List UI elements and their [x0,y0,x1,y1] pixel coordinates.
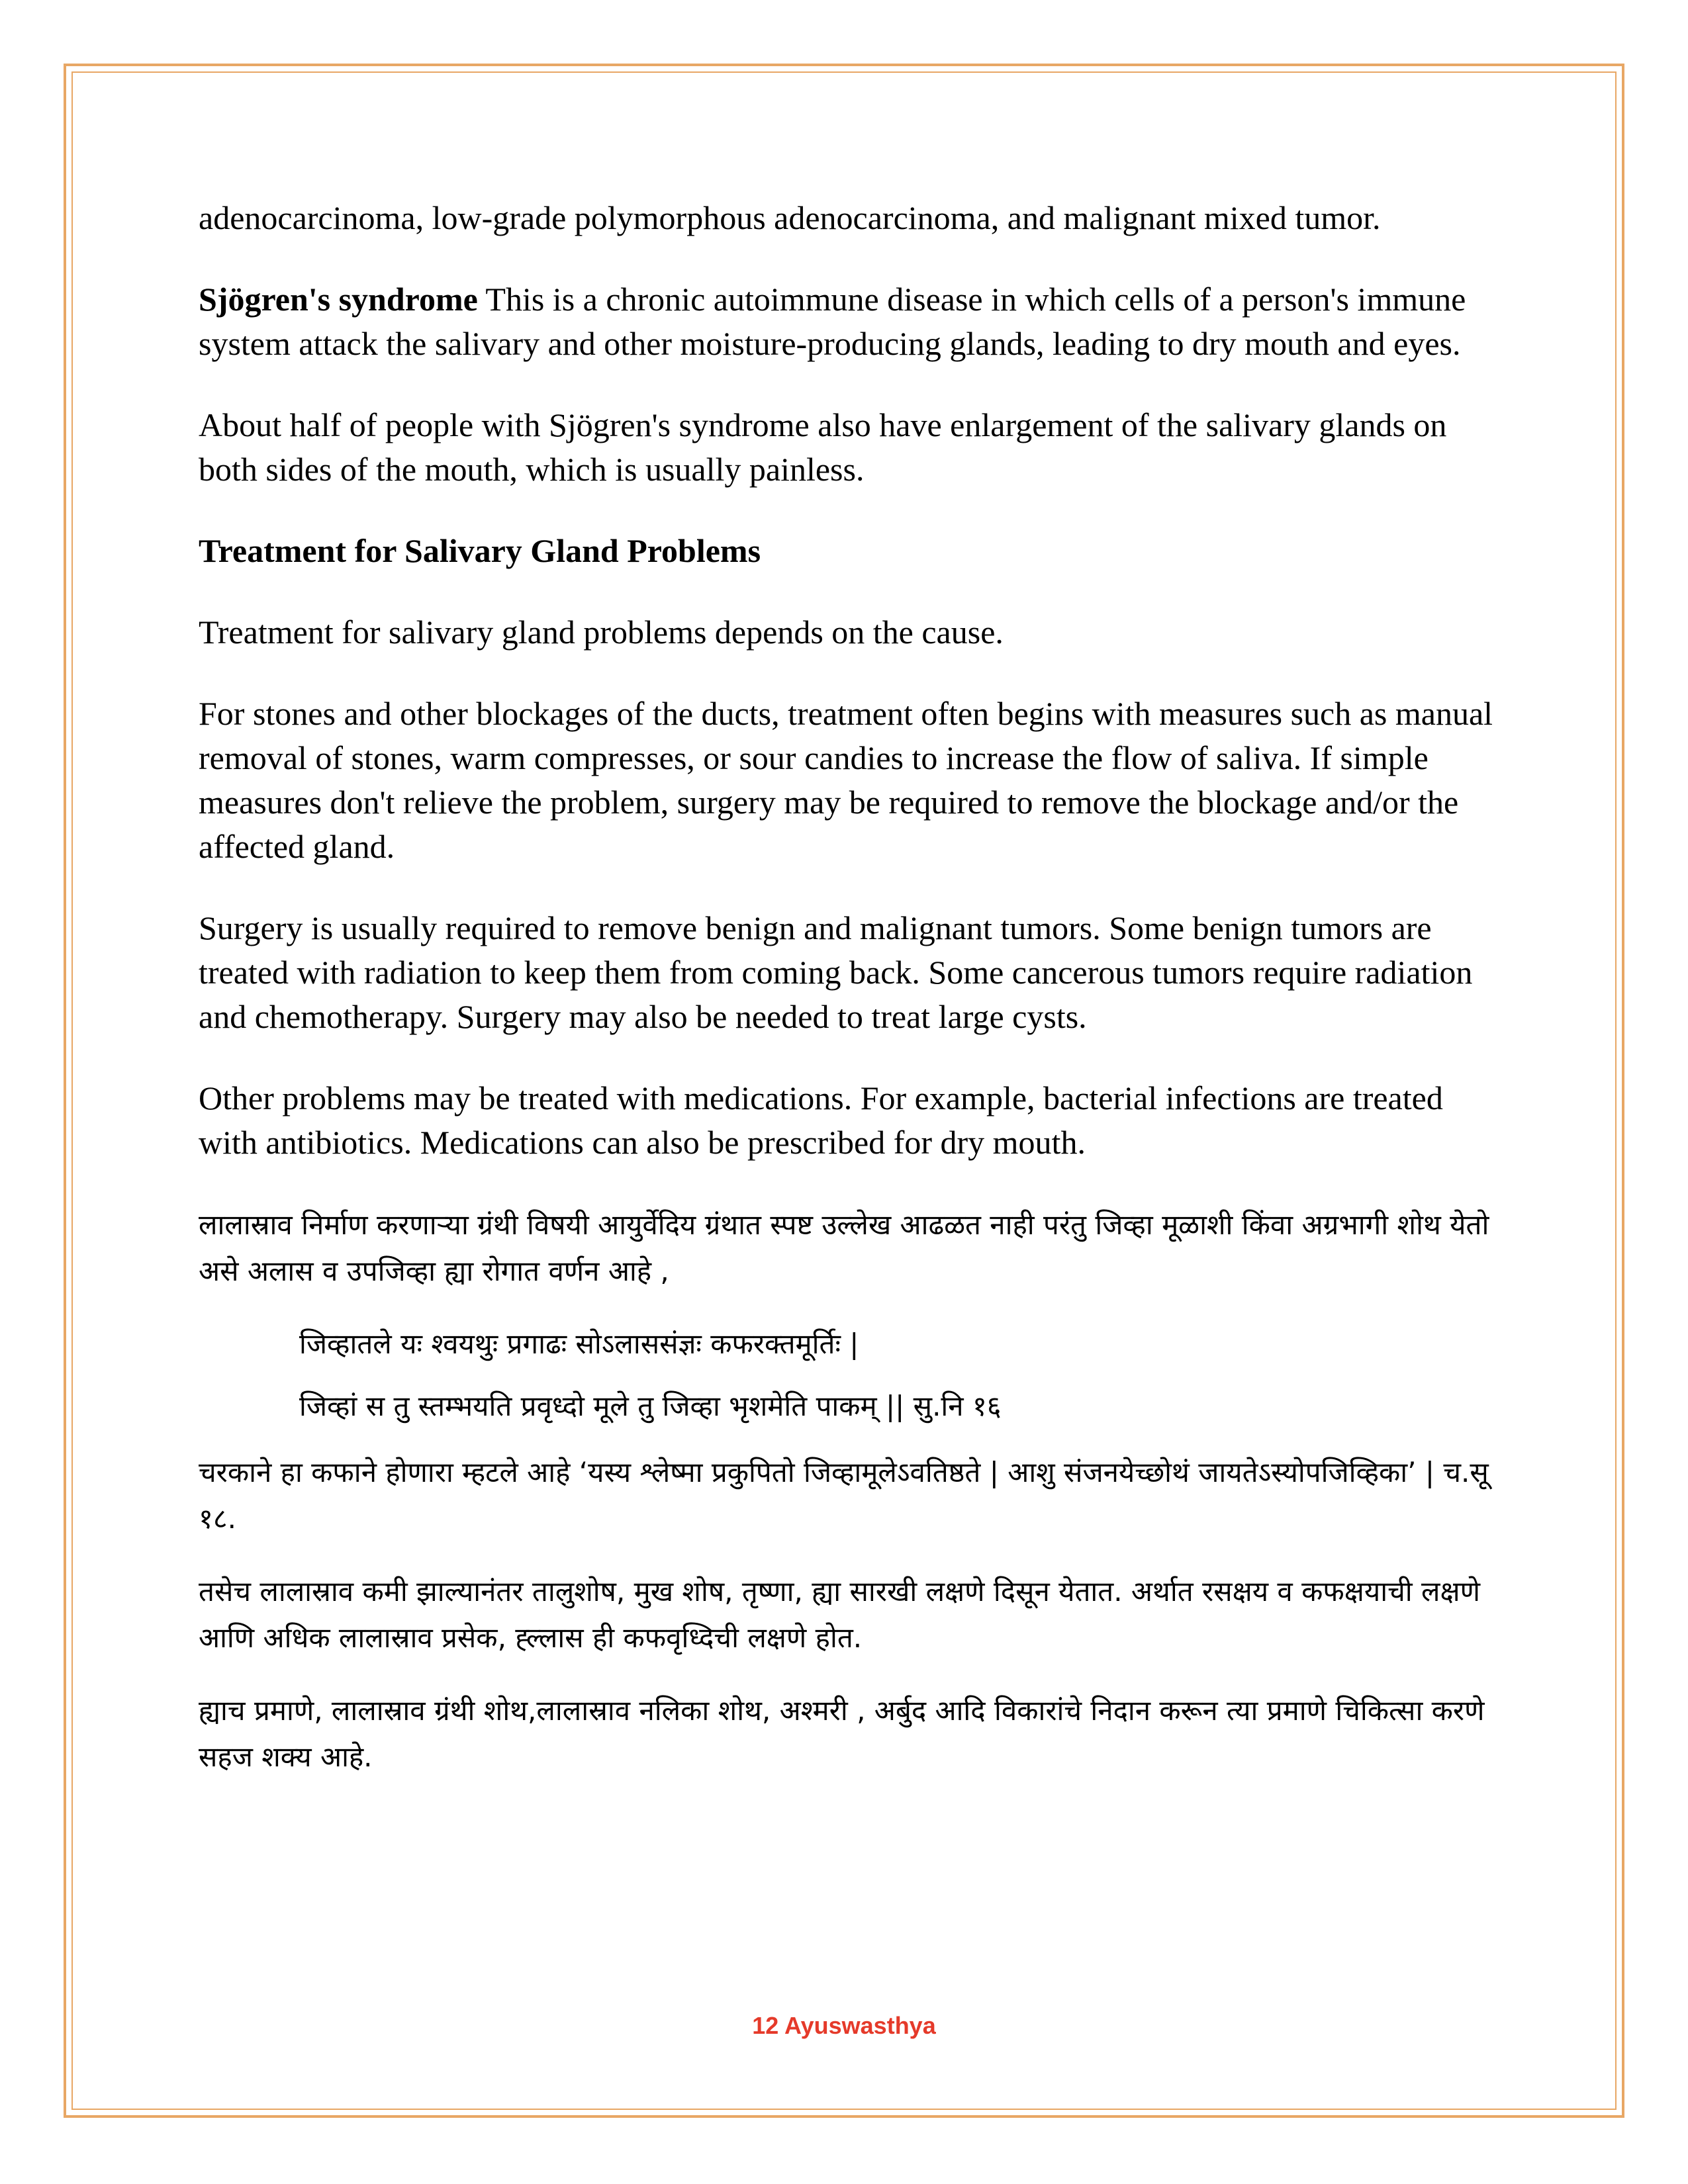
paragraph-medications: Other problems may be treated with medications. For example, bacterial infections are treated with antibiotics. Medications can also be prescribed for dry mouth. [199,1079,1443,1161]
term-sjogrens-syndrome: Sjögren's syndrome [199,281,478,318]
sanskrit-verse-block [199,1321,1496,1430]
paragraph-marathi-intro: लालास्राव निर्माण करणाऱ्या ग्रंथी विषयी आयुर्वेदिय ग्रंथात स्पष्ट उल्लेख आढळत नाही परंतु जिव्हा मूळाशी किंवा अग्रभागी शोथ येतो असे अलास व उपजिव्हा ह्या रोगात वर्णन आहे , [199,1208,1489,1287]
paragraph-enlargement: About half of people with Sjögren's syndrome also have enlargement of the salivary glands on both sides of the mouth, which is usually painless. [199,406,1447,488]
paragraph-marathi-diagnosis: ह्याच प्रमाणे, लालास्राव ग्रंथी शोथ,लालास्राव नलिका शोथ, अश्मरी , अर्बुद आदि विकारांचे निदान करून त्या प्रमाणे चिकित्सा करणे सहज शक्य आहे. [199,1694,1485,1773]
paragraph-adenocarcinoma: adenocarcinoma, low-grade polymorphous adenocarcinoma, and malignant mixed tumor. [199,199,1381,236]
paragraph-treatment-cause: Treatment for salivary gland problems depends on the cause. [199,614,1004,651]
paragraph-stones-blockages: For stones and other blockages of the ducts, treatment often begins with measures such as manual removal of stones, warm compresses, or sour candies to increase the flow of saliva. If simple measures don't relieve the problem, surgery may be required to remove the blockage and/or the affected gland. [199,695,1493,865]
paragraph-marathi-charaka: चरकाने हा कफाने होणारा म्हटले आहे ‘यस्य श्लेष्मा प्रकुपितो जिव्हामूलेऽवतिष्ठते | आशु संजनयेच्छोथं जायतेऽस्योपजिव्हिका’ | च.सू १८. [199,1456,1489,1535]
verse-line-1: जिव्हातले यः श्वयथुः प्रगाढः सोऽलाससंज्ञः कफरक्तमूर्तिः | [299,1328,859,1360]
sjogrens-description: This is a chronic autoimmune disease in which cells of a person's immune system attack the salivary and other moisture-producing glands, leading to dry mouth and eyes. [199,281,1466,362]
paragraph-surgery-tumors: Surgery is usually required to remove benign and malignant tumors. Some benign tumors are treated with radiation to keep them from coming back. Some cancerous tumors require radiation and chemotherapy. Surgery may also be needed to treat large cysts. [199,909,1473,1035]
page-footer: 12 Ayuswasthya [752,2012,936,2039]
paragraph-marathi-symptoms: तसेच लालास्राव कमी झाल्यानंतर तालुशोष, मुख शोष, तृष्णा, ह्या सारखी लक्षणे दिसून येतात. अर्थात रसक्षय व कफक्षयाची लक्षणे आणि अधिक लालास्राव प्रसेक, ह्ल्लास ही कफवृध्दिची लक्षणे होत. [199,1575,1480,1654]
verse-line-2: जिव्हां स तु स्तम्भयति प्रवृध्दो मूले तु जिव्हा भृशमेति पाकम् || सु.नि १६ [299,1390,1002,1422]
page-content [199,196,1496,1807]
section-heading-treatment: Treatment for Salivary Gland Problems [199,532,761,569]
paragraph-sjogrens [199,277,1496,366]
